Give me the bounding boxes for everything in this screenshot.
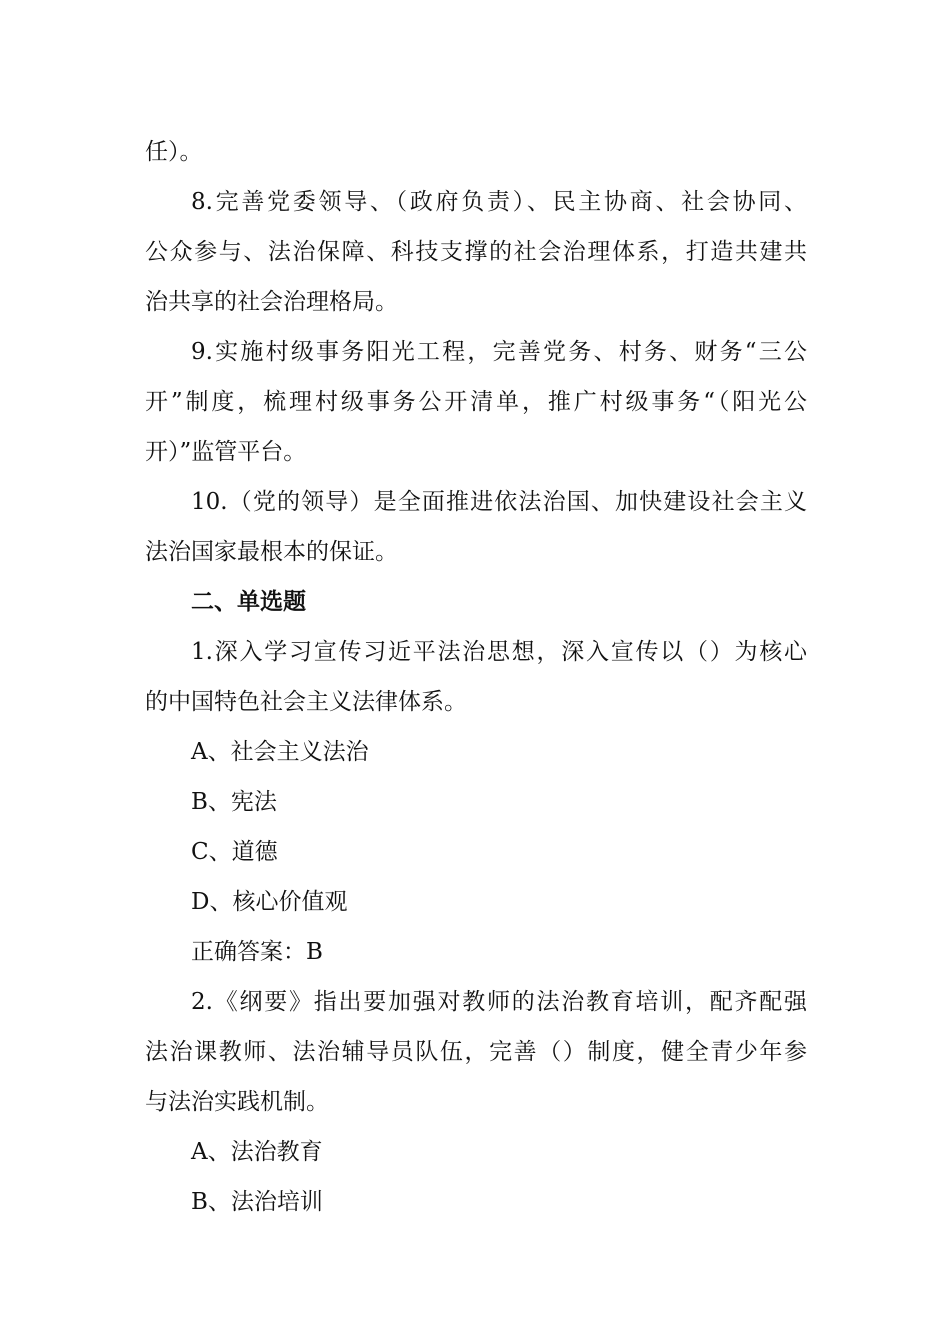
option-a: A、社会主义法治 bbox=[191, 739, 369, 765]
option-b: B、宪法 bbox=[191, 789, 277, 815]
option-b: B、法治培训 bbox=[191, 1189, 323, 1215]
mc-question-2-line-1: 2.《纲要》指出要加强对教师的法治教育培训，配齐配强 bbox=[191, 989, 807, 1015]
question-10-line-2: 法治国家最根本的保证。 bbox=[145, 539, 398, 565]
question-9-line-3: 开）”监管平台。 bbox=[145, 439, 307, 465]
mc-question-2-line-2: 法治课教师、法治辅导员队伍，完善（）制度，健全青少年参 bbox=[145, 1039, 807, 1065]
question-9-line-2: 开”制度，梳理村级事务公开清单，推广村级事务“（阳光公 bbox=[145, 389, 807, 415]
correct-answer: 正确答案：B bbox=[191, 939, 323, 965]
document-body bbox=[145, 127, 807, 1227]
option-d: D、核心价值观 bbox=[191, 889, 348, 915]
question-8-line-3: 治共享的社会治理格局。 bbox=[145, 289, 398, 315]
question-8-line-2: 公众参与、法治保障、科技支撑的社会治理体系，打造共建共 bbox=[145, 239, 807, 265]
section-heading: 二、单选题 bbox=[191, 588, 306, 615]
question-9-line-1: 9.实施村级事务阳光工程，完善党务、村务、财务“三公 bbox=[191, 339, 807, 365]
option-c: C、道德 bbox=[191, 839, 278, 865]
mc-question-1-line-1: 1.深入学习宣传习近平法治思想，深入宣传以（）为核心 bbox=[191, 639, 807, 665]
text-line: 任）。 bbox=[145, 139, 203, 165]
mc-question-1-line-2: 的中国特色社会主义法律体系。 bbox=[145, 689, 467, 715]
mc-question-2-line-3: 与法治实践机制。 bbox=[145, 1089, 329, 1115]
question-10-line-1: 10.（党的领导）是全面推进依法治国、加快建设社会主义 bbox=[191, 489, 807, 515]
option-a: A、法治教育 bbox=[191, 1139, 323, 1165]
question-8-line-1: 8.完善党委领导、（政府负责）、民主协商、社会协同、 bbox=[191, 189, 807, 215]
